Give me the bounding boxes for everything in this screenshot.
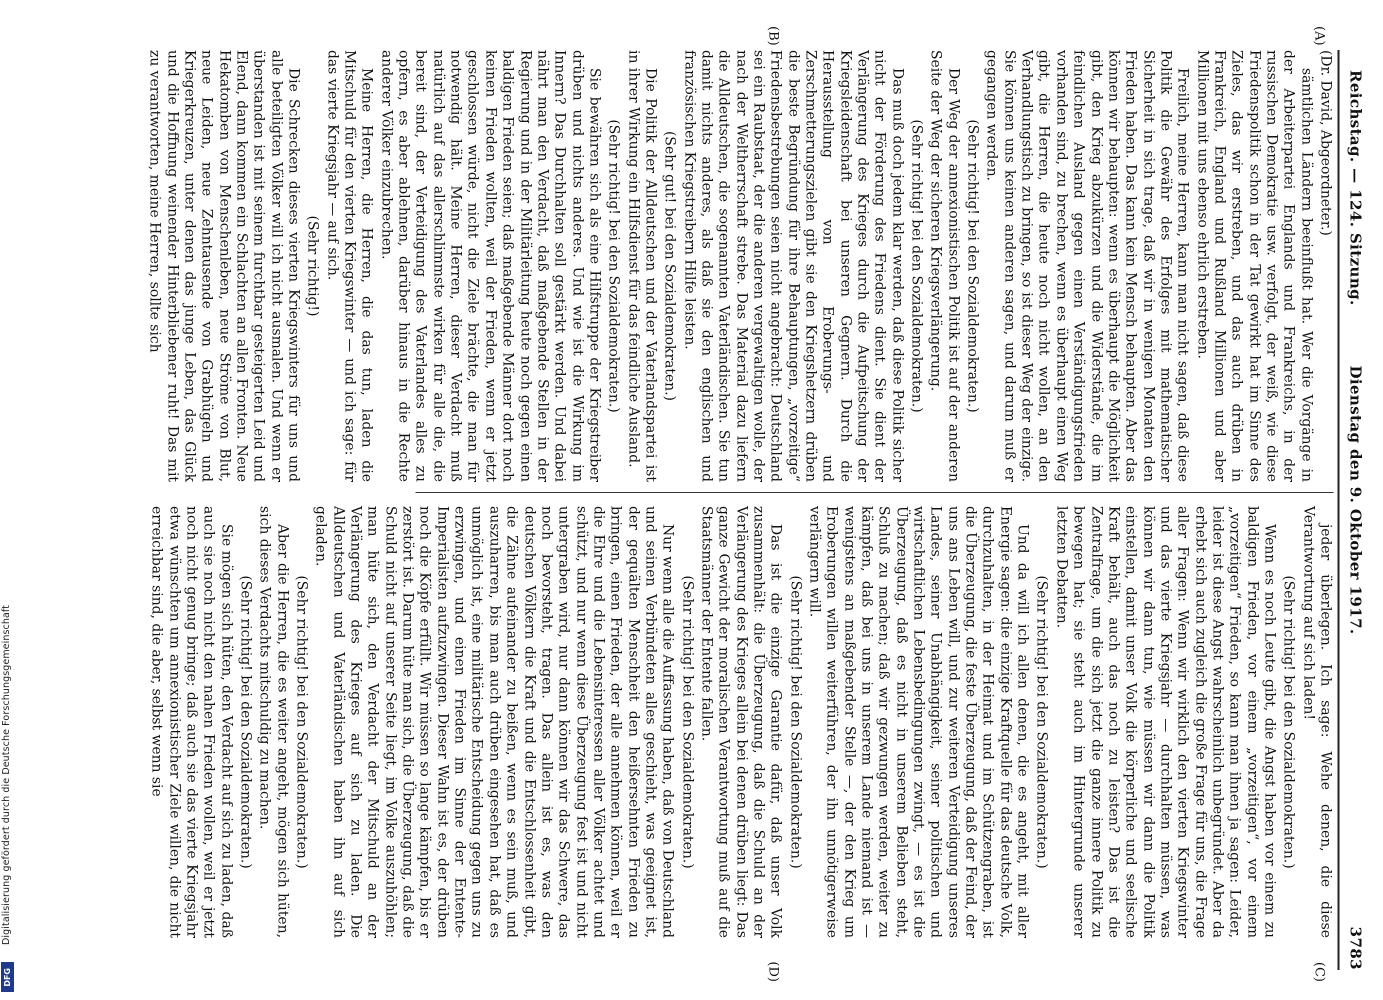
paragraph: Sie bewähren sich als eine Hilfstruppe der Kriegstreiber drüben und nichts anderes. Und wie ist die Wirkung im Innern? Das Durchhalten soll gestärkt werden. Und dabei nährt man den Verdacht, daß maßgebende Stellen in der Regierung und in der Militärleitung heute noch gegen einen baldigen Frieden seien; daß maßgebende Männer dort noch keinen Frieden wollten, weil der Frieden, wenn er jetzt geschlossen würde, nicht die Ziele brächte, die man für notwendig hält. Meine Herren, dieser Verdacht muß natürlich auf das allerschlimmste wirken für alle die, die bereit sind, der Verteidigung des Vaterlandes alles zu opfern, es aber ablehnen, darüber hinaus in die Rechte anderer Völker einzubrechen. bbox=[377, 50, 602, 482]
paragraph: Nur wenn alle die Auffassung haben, daß von Deutschland und seinen Verbündeten alles geschieht, was geeignet ist, der gequälten Menschheit den heißersehnten Frieden zu bringen, einen Frieden, der alle annehmen können, weil er die Ehre und die Lebensinteressen aller Völker achtet und schützt, und nur wenn diese Überzeugung fest ist und nicht untergraben wird, nur dann können wir das Schwere, das noch bevorsteht, tragen. Das allein ist es, was den deutschen Völkern die Kraft und die Entschlossenheit gibt, die Zähne aufeinander zu beißen, wenn es sein muß, und auszuharren, bis man auch drüben eingesehen hat, daß es unmöglich ist, eine militärische Entscheidung gegen uns zu erzwingen, und einen Frieden im Sinne der Entente-Imperialisten aufzuzwingen. Dieser Wahn ist es, der drüben noch die Köpfe erfüllt. Wir müssen so lange kämpfen, bis er zerstört ist. Darum hüte man sich, die Überzeugung, daß die Schuld nicht auf unserer Seite liegt, im Volke auszuhöhlen; man hüte sich, den Verdacht der Mitschuld an der Verlängerung des Krieges auf sich zu laden. Die Alldeutschen und Vaterländischen haben ihn auf sich geladen. bbox=[312, 506, 676, 938]
interjection: (Sehr richtig! bei den Sozialdemokraten.) bbox=[1033, 575, 1050, 869]
margin-letter-a: (A) bbox=[1311, 26, 1326, 46]
dfg-logo-text: DFG bbox=[3, 967, 12, 987]
paragraph: Wenn es noch Leute gibt, die Angst haben vor einem zu baldigen Frieden, vor einem „vorzeitigen“, vor einem „vorzeitigen“ Frieden, so kann man ihnen ja sagen: Leider, leider ist diese Angst wahrscheinlich unbegründet. Aber da erhebt sich auch zugleich die große Frage für uns, die Frage aller Fragen: Wenn wir wirklich den vierten Kriegswinter und das vierte Kriegsjahr — durchhalten müssen, was können wir dann tun, wie müssen wir dann die Politik einstellen, damit unser Volk die körperliche und seelische Kraft behält, auch das noch zu leisten? Das ist die Zentralfrage, um die sich jetzt die ganze innere Politik zu bewegen hat; sie steht auch im Hintergrunde unserer letzten Debatten. bbox=[1052, 506, 1277, 938]
interjection: (Sehr richtig! bei den Sozialdemokraten.) bbox=[786, 575, 803, 869]
paragraph: sämtlichen Ländern beeinflußt hat. Wer die Vorgänge in der Arbeiterpartei Englands und Frankreichs, in der russischen Demokratie usw. verfolgt, der weiß, wie diese Friedenspolitik schon in der Tat gewirkt hat im Sinne des Zieles, das wir erstreben, und das auch drüben in Frankreich, England und Rußland Millionen und aber Millionen mit uns ebenso ehrlich erstreben. bbox=[1193, 50, 1314, 482]
margin-letter-b: (B) bbox=[765, 26, 780, 46]
paragraph: Das muß doch jedem klar werden, daß diese Politik sicher nicht der Förderung des Friedens dient. Sie dient der Verlängerung des Krieges durch die Aufpeitschung der Kriegsleidenschaft bei unseren Gegnern. Durch die Herausstellung von Eroberungs- und Zerschmetterungszielen gibt sie den Kriegshetzern drüben die beste Begründung für ihre Behauptungen, „vorzeitige“ Friedensbestrebungen seien nicht angebracht: Deutschland sei ein Raubstaat, der die anderen vergewaltigen wolle, der nach der Weltherrschaft strebe. Das Material dazu liefern die Alldeutschen, die sogenannten Vaterländischen. Sie tun damit nichts anderes, als daß sie den englischen und französischen Kriegstreibern Hilfe leisten. bbox=[680, 50, 905, 482]
interjection: (Sehr richtig! bei den Sozialdemokraten.) bbox=[605, 119, 622, 413]
interjection: (Sehr richtig! bei den Sozialdemokraten.) bbox=[964, 119, 981, 413]
running-head bbox=[1341, 20, 1363, 980]
digitization-sidebar bbox=[0, 0, 16, 1000]
dfg-logo bbox=[1, 962, 14, 992]
paragraph: Meine Herren, die Herren, die das tun, laden die Mitschuld für den vierten Kriegswinter — und ich sage: für das vierte Kriegsjahr — auf sich. bbox=[323, 50, 375, 482]
paragraph: Der Weg der annexionistischen Politik ist auf der anderen Seite der Weg der sicheren Kriegsverlängerung. bbox=[927, 50, 961, 482]
interjection: (Sehr richtig! bei den Sozialdemokraten.) bbox=[908, 119, 925, 413]
scanned-page bbox=[20, 0, 1383, 1000]
margin-letter-c: (C) bbox=[1311, 961, 1326, 982]
paragraph: Die Politik der Alldeutschen und der Vaterlandspartei ist in ihrer Wirkung ein Hilfsdienst für das feindliche Ausland. bbox=[624, 50, 658, 482]
paragraph: Das ist die einzige Garantie dafür, daß unser Volk zusammenhält: die Überzeugung, daß die Schuld an der Verlängerung des Krieges allein bei denen drüben liegt: Das ganze Gewicht der moralischen Verantwortung muß auf die Staatsmänner der Entente fallen. bbox=[697, 506, 784, 938]
margin-letter-d: (D) bbox=[765, 961, 780, 982]
interjection: (Sehr gut! bei den Sozialdemokraten.) bbox=[661, 131, 678, 401]
paragraph: Aber die Herren, die es weiter angeht, mögen sich hüten, sich dieses Verdachts mitschuldig zu machen. bbox=[256, 506, 290, 938]
paragraph: Freilich, meine Herren, kann man nicht sagen, daß diese Politik die Gewähr des Erfolges mit mathematischer Sicherheit in sich trage, daß wir in wenigen Monaten den Frieden haben. Das kann kein Mensch behaupten. Aber das können wir behaupten: wenn es überhaupt die Möglichkeit gibt, den Krieg abzukürzen und die Widerstände, die im feindlichen Ausland gegen einen Verständigungsfrieden vorhanden sind, zu brechen, wenn es überhaupt einen Weg gibt, die Herren, die heute noch nicht wollen, an den Verhandlungstisch zu bringen, so ist dieser Weg der einzige. Sie können uns keinen anderen sagen, und darum muß er gegangen werden. bbox=[983, 50, 1191, 482]
interjection: (Sehr richtig!) bbox=[304, 215, 321, 317]
paragraph: Und da will ich allen denen, die es angeht, mit aller Energie sagen: die einzige Kraftquelle für das deutsche Volk, durchzuhalten, in der Heimat und im Schützengraben, ist die Überzeugung, die feste Überzeugung, daß der Feind, der uns ans Leben will, und zur weiteren Verteidigung unseres Landes, seiner Unabhängigkeit, seiner politischen und wirtschaftlichen Lebensbedingungen zwingt, — es ist die Überzeugung, daß es nicht in unserem Belieben steht, Schluß zu machen; daß wir gezwungen werden, weiter zu kämpfen, daß bei uns in unserem Lande niemand ist — wenigstens an maßgebender Stelle —, der den Krieg um Eroberungen willen weiterführen, der ihn unnötigerweise verlängern will. bbox=[806, 506, 1031, 938]
paragraph: Die Schrecken dieses vierten Kriegswinters für uns und alle beteiligten Völker will ich nicht ausmalen. Und wenn er überstanden ist mit seinem furchtbar gesteigerten Leid und Elend, dann kommen ein Schlachten an allen Fronten. Neue Hekatomben von Menschenleben, neue Ströme von Blut, neue Leiden, neue Zehntausende von Grabhügeln und Kriegerkreuzen, unter denen das junge Leben, das Glück und die Hoffnung weinender Hinterbliebener ruht! Das mit zu verantworten, meine Herren, sollte sich bbox=[146, 50, 302, 482]
interjection: (Sehr richtig! bei den Sozialdemokraten.) bbox=[678, 575, 695, 869]
column-rule bbox=[415, 492, 1333, 493]
rotated-page bbox=[34, 20, 1369, 980]
header-rule bbox=[1337, 50, 1339, 970]
running-head-date: Dienstag den 9. Oktober 1917. bbox=[1346, 365, 1364, 635]
digitization-credit: Digitalisierung gefördert durch die Deutsche Forschungsgemeinschaft bbox=[1, 605, 12, 945]
paragraph: Sie mögen sich hüten, den Verdacht auf sich zu laden, daß auch sie noch nicht den nahen Frieden wollen, weil er jetzt noch nicht genug bringe; daß auch sie das vierte Kriegsjahr etwa wünschten um annexionistischer Ziele willen, die nicht erreichbar sind, die aber, selbst wenn sie bbox=[148, 506, 234, 938]
paragraph: jeder überlegen. Ich sage: Wehe denen, die diese Verantwortung auf sich laden! bbox=[1299, 506, 1333, 938]
interjection: (Sehr richtig! bei den Sozialdemokraten.) bbox=[1280, 575, 1297, 869]
interjection: (Sehr richtig! bei den Sozialdemokraten.) bbox=[237, 575, 254, 869]
speaker-line: (Dr. David, Abgeordneter.) bbox=[1317, 50, 1333, 236]
left-column bbox=[146, 50, 1333, 482]
interjection: (Sehr richtig! bei den Sozialdemokraten.) bbox=[293, 575, 310, 869]
running-head-left: Reichstag. — 124. Sitzung. bbox=[1346, 70, 1364, 306]
page-number: 3783 bbox=[1346, 926, 1364, 970]
right-column bbox=[148, 506, 1333, 938]
